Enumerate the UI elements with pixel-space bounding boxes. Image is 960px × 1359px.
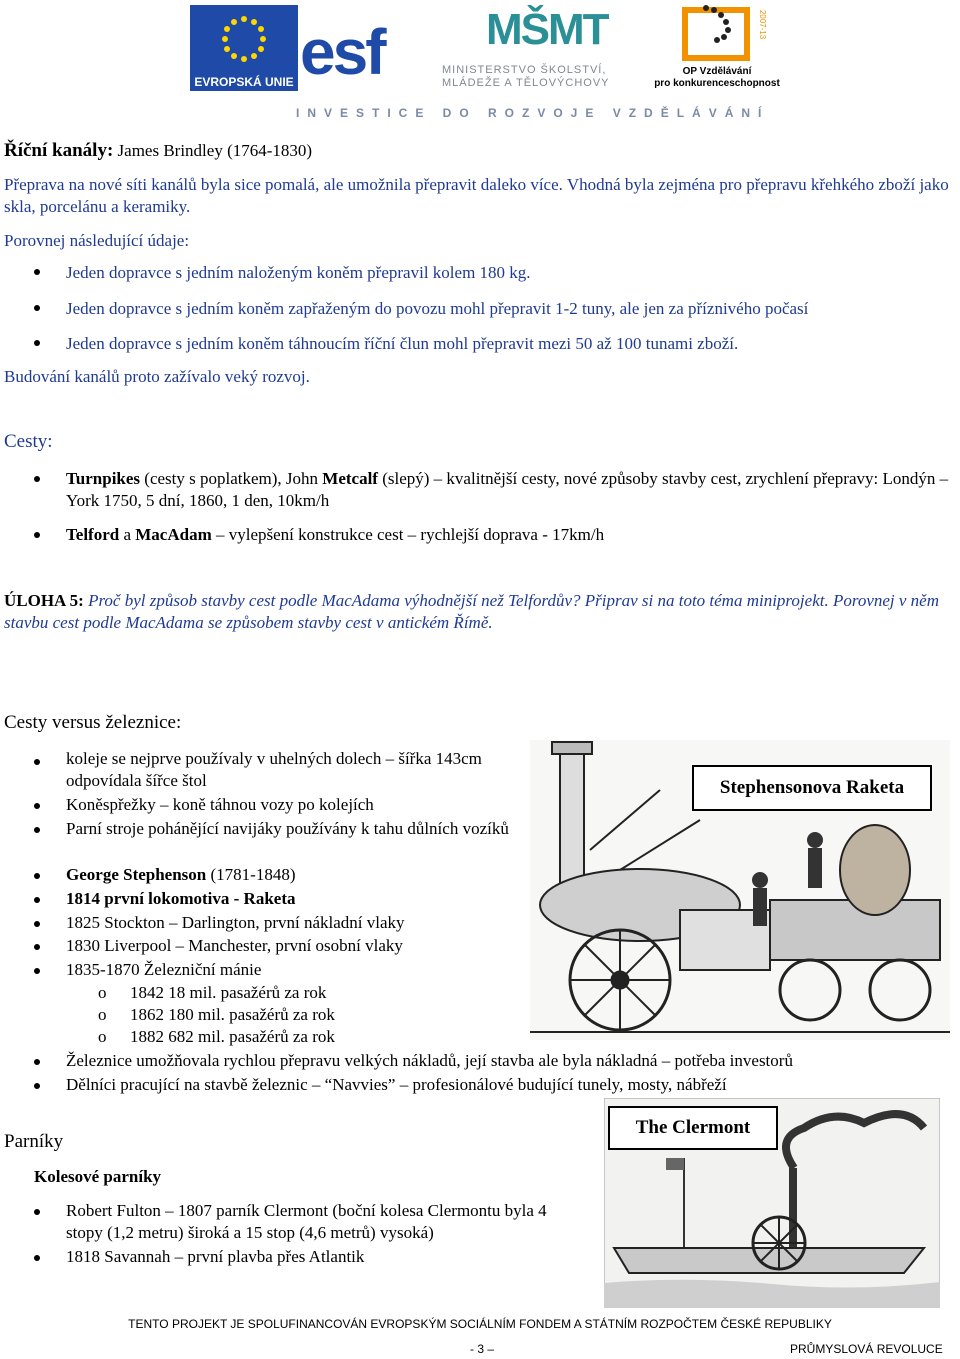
turnpikes-text: (cesty s poplatkem), John [140,469,323,488]
rail-item-10: Dělníci pracující na stavbě železnic – “Navvies” – profesionálové budující tunely, mosty, nábřeží [66,1075,727,1094]
footer-notice: TENTO PROJEKT JE SPOLUFINANCOVÁN EVROPSKÝM SOCIÁLNÍM FONDEM A STÁTNÍM ROZPOČTEM ČESKÉ REPUBLIKY [128,1317,832,1331]
canals-heading: Říční kanály: [4,140,114,161]
op-years: 2007-13 [758,9,768,40]
canals-item-3: Jeden dopravce s jedním koněm táhnoucím říční člun mohl přepravit mezi 50 až 100 tunami zboží. [66,334,739,353]
canals-conclusion: Budování kanálů proto zažívalo veký rozvoj. [4,367,310,386]
telford-and: a [119,525,136,544]
rail-item-8: 1835-1870 Železniční mánie [66,960,262,979]
canals-item-2: Jeden dopravce s jedním koněm zapřaženým do povozu mohl přepravit 1-2 tuny, ale jen za příznivého počasí [66,299,809,318]
steamboats-heading: Parníky [4,1131,64,1152]
rocket-label: 1814 první lokomotiva - Raketa [66,889,296,908]
bullet-icon [34,873,40,879]
bullet-icon [34,340,40,346]
roads-item-2 [66,524,604,546]
task-label: ÚLOHA 5: [4,591,84,610]
rail-item-7: 1830 Liverpool – Manchester, první osobní vlaky [66,936,403,955]
header-logos [0,0,960,130]
rail-sub-3: 1882 682 mil. pasažérů za rok [130,1027,335,1046]
rail-sub-marker-3: o [98,1027,107,1046]
rail-item-5 [66,888,296,910]
bullet-icon [34,305,40,311]
rocket-caption: Stephensonova Raketa [692,765,932,811]
bullet-icon [34,759,40,765]
bullet-icon [34,532,40,538]
metcalf-text: (slepý) – kvalitnější cesty, nové způsoby stavby cest, zrychlení přepravy: Londýn – York 1750, 5 dní, 1860, 1 den, 10km/h [66,469,949,510]
clermont-caption: The Clermont [608,1106,778,1150]
rail-item-3: Parní stroje pohánějící navijáky používány k tahu důlních vozíků [66,819,509,838]
rail-item-6: 1825 Stockton – Darlington, první nákladní vlaky [66,913,405,932]
paddle-steamers-subheading: Kolesové parníky [34,1167,162,1186]
rail-item-1: koleje se nejprve používaly v uhelných dolech – šířka 143cm odpovídala šířce štol [66,749,482,790]
task-text: Proč byl způsob stavby cest podle MacAdama výhodnější než Telfordův? Připrav si na toto téma miniprojekt. Porovnej v něm stavbu cest podle MacAdama se způsobem stavby cest v antickém Římě. [4,591,940,632]
rail-sub-marker-1: o [98,983,107,1002]
bullet-icon [34,476,40,482]
rail-item-2: Koněspřežky – koně táhnou vozy po kolejích [66,795,374,814]
canals-heading-rest: James Brindley (1764-1830) [113,141,313,160]
esf-logo: esf [300,16,384,88]
bullet-icon [34,921,40,927]
stephenson-label: George Stephenson [66,865,207,884]
bullet-icon [34,827,40,833]
eu-stars-icon [190,5,298,73]
rail-item-9: Železnice umožňovala rychlou přepravu velkých nákladů, její stavba ale byla nákladná – potřeba investorů [66,1051,793,1070]
canals-paragraph: Přeprava na nové síti kanálů byla sice pomalá, ale umožnila přepravit daleko více. Vhodná byla zejména pro přepravu křehkého zboží jako skla, porcelánu a keramiky. [4,175,949,216]
metcalf-label: Metcalf [322,469,378,488]
steam-item-1: Robert Fulton – 1807 parník Clermont (boční kolesa Clermontu byla 4 stopy (1,2 metru) široká a 15 stop (4,6 metrů) vysoká) [66,1201,547,1242]
bullet-icon [34,968,40,974]
msmt-logo [442,2,632,92]
ministry-line2: MLÁDEŽE A TĚLOVÝCHOVY [442,77,610,89]
roads-item-1 [66,468,958,512]
railways-heading: Cesty versus železnice: [4,712,182,733]
rail-sub-1: 1842 18 mil. pasažérů za rok [130,983,327,1002]
canals-item-1: Jeden dopravce s jedním naloženým koněm přepravil kolem 180 kg. [66,263,531,282]
steam-item-2: 1818 Savannah – první plavba přes Atlantik [66,1247,365,1266]
turnpikes-label: Turnpikes [66,469,141,488]
op-line1: OP Vzdělávání [682,66,752,77]
bullet-icon [34,944,40,950]
bullet-icon [34,897,40,903]
bullet-icon [34,269,40,275]
msmt-mark: MŠMT [486,5,608,54]
bullet-icon [34,1059,40,1065]
roads-heading: Cesty: [4,431,53,452]
rail-sub-2: 1862 180 mil. pasažérů za rok [130,1005,335,1024]
telford-label: Telford [66,525,120,544]
bullet-icon [34,1209,40,1215]
canals-compare: Porovnej následující údaje: [4,231,190,250]
stephenson-years: (1781-1848) [206,865,296,884]
macadam-label: MacAdam [135,525,212,544]
op-line2: pro konkurenceschopnost [654,78,780,89]
op-logo [652,2,782,92]
bullet-icon [34,803,40,809]
rail-item-4 [66,864,295,886]
bullet-icon [34,1255,40,1261]
footer-title: PRŮMYSLOVÁ REVOLUCE [790,1342,943,1356]
macadam-text: – vylepšení konstrukce cest – rychlejší doprava - 17km/h [211,525,605,544]
rail-sub-marker-2: o [98,1005,107,1024]
task-5 [4,590,958,634]
ministry-line1: MINISTERSTVO ŠKOLSTVÍ, [442,64,607,76]
page-number: - 3 – [470,1342,495,1356]
investice-tagline: INVESTICE DO ROZVOJE VZDĚLÁVÁNÍ [296,106,770,120]
bullet-icon [34,1083,40,1089]
eu-flag-icon [190,5,298,73]
canals-heading-line [4,140,312,162]
eu-logo [190,5,298,91]
eu-label: EVROPSKÁ UNIE [190,73,298,91]
